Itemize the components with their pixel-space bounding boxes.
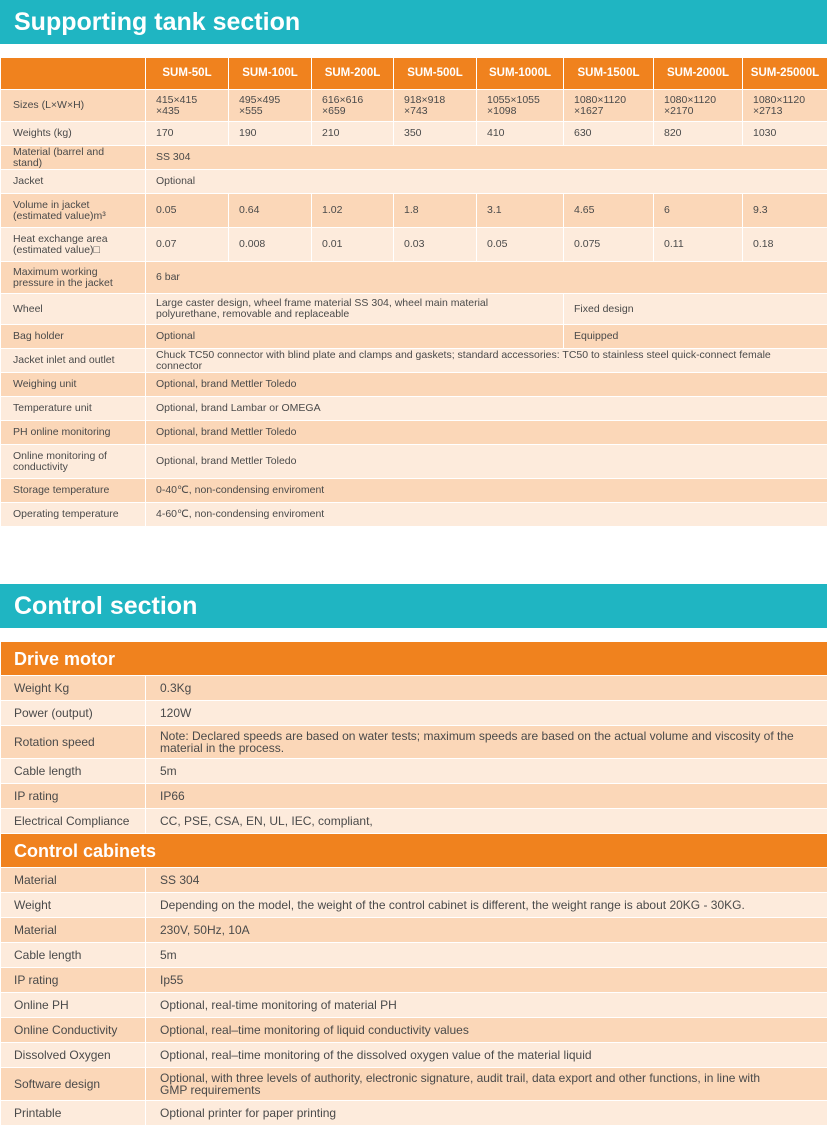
cell-value: Optional, brand Mettler Toledo (146, 445, 827, 478)
cell-value: Large caster design, wheel frame material SS 304, wheel main material polyurethane, removable and replaceable (146, 294, 563, 324)
table-row (1, 993, 827, 1017)
model-header: SUM-500L (394, 58, 476, 89)
ph-monitoring-row (1, 421, 827, 444)
cell-value: IP66 (146, 784, 827, 808)
cell-value: 1.8 (394, 194, 476, 227)
table-row (1, 1018, 827, 1042)
conductivity-row (1, 445, 827, 478)
wheel-row (1, 294, 827, 324)
jacket-row (1, 170, 827, 193)
row-label: Material (barrel and stand) (1, 146, 145, 169)
storage-temperature-row (1, 479, 827, 502)
cell-value: 0.64 (229, 194, 311, 227)
table-row (1, 726, 827, 758)
control-section-title: Control section (0, 584, 827, 628)
cell-value: Optional, with three levels of authority, electronic signature, audit trail, data export and other functions, in line with GMP requirements (146, 1068, 827, 1100)
cell-value: 410 (477, 122, 563, 145)
cell-value: 820 (654, 122, 742, 145)
cell-value: 0.008 (229, 228, 311, 261)
cell-value: 1030 (743, 122, 827, 145)
cell-value: SS 304 (146, 868, 827, 892)
cell-value: 0.07 (146, 228, 228, 261)
row-label: Wheel (1, 294, 145, 324)
cell-value: Optional, brand Mettler Toledo (146, 421, 827, 444)
row-label: Volume in jacket (estimated value)m³ (1, 194, 145, 227)
cell-value: 0.03 (394, 228, 476, 261)
model-header: SUM-100L (229, 58, 311, 89)
volume-row (1, 194, 827, 227)
row-label: IP rating (1, 784, 145, 808)
cell-value: Chuck TC50 connector with blind plate and clamps and gaskets; standard accessories: TC50 to stainless steel quick-connect female connector (146, 349, 827, 372)
jacket-inlet-outlet-row (1, 349, 827, 372)
table-row (1, 1043, 827, 1067)
heat-exchange-row (1, 228, 827, 261)
table-row (1, 809, 827, 833)
cell-value: Optional (146, 170, 827, 193)
cell-value: 4.65 (564, 194, 653, 227)
model-header: SUM-2000L (654, 58, 742, 89)
cell-value: 170 (146, 122, 228, 145)
row-label: Material (1, 918, 145, 942)
cell-value: Ip55 (146, 968, 827, 992)
cell-value: Depending on the model, the weight of the control cabinet is different, the weight range is about 20KG - 30KG. (146, 893, 827, 917)
cell-value: Optional, brand Mettler Toledo (146, 373, 827, 396)
cell-value: Fixed design (564, 294, 827, 324)
row-label: Online monitoring of conductivity (1, 445, 145, 478)
cell-value: 0.01 (312, 228, 393, 261)
row-label: Dissolved Oxygen (1, 1043, 145, 1067)
cell-value: 210 (312, 122, 393, 145)
cell-value: 9.3 (743, 194, 827, 227)
cell-value: 415×415 ×435 (146, 90, 228, 121)
table-row (1, 701, 827, 725)
cell-value: 350 (394, 122, 476, 145)
cell-value: 5m (146, 943, 827, 967)
cell-value: 495×495 ×555 (229, 90, 311, 121)
cell-value: Optional, real–time monitoring of the dissolved oxygen value of the material liquid (146, 1043, 827, 1067)
cell-value: 1055×1055 ×1098 (477, 90, 563, 121)
cell-value: 1080×1120 ×2170 (654, 90, 742, 121)
control-cabinets-header-row (1, 834, 827, 867)
cell-value: 6 (654, 194, 742, 227)
row-label: Jacket (1, 170, 145, 193)
cell-value: 918×918 ×743 (394, 90, 476, 121)
cell-value: 1080×1120 ×2713 (743, 90, 827, 121)
cell-value: 0.05 (477, 228, 563, 261)
cell-value: 6 bar (146, 262, 827, 293)
cell-value: 0.075 (564, 228, 653, 261)
table-row (1, 759, 827, 783)
cell-value: 120W (146, 701, 827, 725)
row-label: Cable length (1, 759, 145, 783)
row-label: IP rating (1, 968, 145, 992)
row-label: Weight (1, 893, 145, 917)
cell-value: 190 (229, 122, 311, 145)
control-cabinets-title: Control cabinets (1, 834, 827, 867)
row-label: Weighing unit (1, 373, 145, 396)
table-row (1, 676, 827, 700)
supporting-spec-table (0, 57, 827, 527)
operating-temperature-row (1, 503, 827, 526)
table-row (1, 943, 827, 967)
drive-motor-title: Drive motor (1, 642, 827, 675)
row-label: Power (output) (1, 701, 145, 725)
cell-value: Note: Declared speeds are based on water tests; maximum speeds are based on the actual volume and viscosity of the material in the process. (146, 726, 827, 758)
cell-value: Optional, real-time monitoring of material PH (146, 993, 827, 1017)
model-header: SUM-1000L (477, 58, 563, 89)
row-label: Heat exchange area (estimated value)□ (1, 228, 145, 261)
cell-value: 1080×1120 ×1627 (564, 90, 653, 121)
row-label: Weight Kg (1, 676, 145, 700)
table-row (1, 1101, 827, 1125)
model-header: SUM-1500L (564, 58, 653, 89)
table-row (1, 968, 827, 992)
cell-value: 0.18 (743, 228, 827, 261)
cell-value: Optional printer for paper printing (146, 1101, 827, 1125)
cell-value: 616×616 ×659 (312, 90, 393, 121)
row-label: Online Conductivity (1, 1018, 145, 1042)
cell-value: 5m (146, 759, 827, 783)
cell-value: 0.11 (654, 228, 742, 261)
weighing-unit-row (1, 373, 827, 396)
row-label: Sizes (L×W×H) (1, 90, 145, 121)
cell-value: 0.05 (146, 194, 228, 227)
pressure-row (1, 262, 827, 293)
cell-value: 4-60℃, non-condensing enviroment (146, 503, 827, 526)
row-label: Rotation speed (1, 726, 145, 758)
cell-value: Optional, real–time monitoring of liquid conductivity values (146, 1018, 827, 1042)
table-row (1, 893, 827, 917)
row-label: Cable length (1, 943, 145, 967)
sizes-row (1, 90, 827, 121)
cell-value: Optional, brand Lambar or OMEGA (146, 397, 827, 420)
model-header: SUM-50L (146, 58, 228, 89)
cell-value: 0.3Kg (146, 676, 827, 700)
row-label: Material (1, 868, 145, 892)
row-label: Printable (1, 1101, 145, 1125)
table-row (1, 868, 827, 892)
supporting-section-title: Supporting tank section (0, 0, 827, 44)
row-label: Weights (kg) (1, 122, 145, 145)
control-spec-table (0, 641, 827, 1126)
drive-motor-header-row (1, 642, 827, 675)
cell-value: Equipped (564, 325, 827, 348)
row-label: Operating temperature (1, 503, 145, 526)
row-label: Storage temperature (1, 479, 145, 502)
model-header: SUM-200L (312, 58, 393, 89)
spec-header-blank (1, 58, 145, 89)
row-label: Software design (1, 1068, 145, 1100)
temperature-unit-row (1, 397, 827, 420)
row-label: Bag holder (1, 325, 145, 348)
model-header: SUM-25000L (743, 58, 827, 89)
cell-value: 0-40℃, non-condensing enviroment (146, 479, 827, 502)
row-label: Electrical Compliance (1, 809, 145, 833)
bag-holder-row (1, 325, 827, 348)
row-label: PH online monitoring (1, 421, 145, 444)
row-label: Online PH (1, 993, 145, 1017)
cell-value: 230V, 50Hz, 10A (146, 918, 827, 942)
row-label: Temperature unit (1, 397, 145, 420)
cell-value: 3.1 (477, 194, 563, 227)
table-row (1, 918, 827, 942)
cell-value: CC, PSE, CSA, EN, UL, IEC, compliant, (146, 809, 827, 833)
row-label: Jacket inlet and outlet (1, 349, 145, 372)
weights-row (1, 122, 827, 145)
cell-value: SS 304 (146, 146, 827, 169)
spec-header-row (1, 58, 827, 89)
cell-value: 1.02 (312, 194, 393, 227)
cell-value: 630 (564, 122, 653, 145)
material-row (1, 146, 827, 169)
cell-value: Optional (146, 325, 563, 348)
table-row (1, 784, 827, 808)
row-label: Maximum working pressure in the jacket (1, 262, 145, 293)
table-row (1, 1068, 827, 1100)
